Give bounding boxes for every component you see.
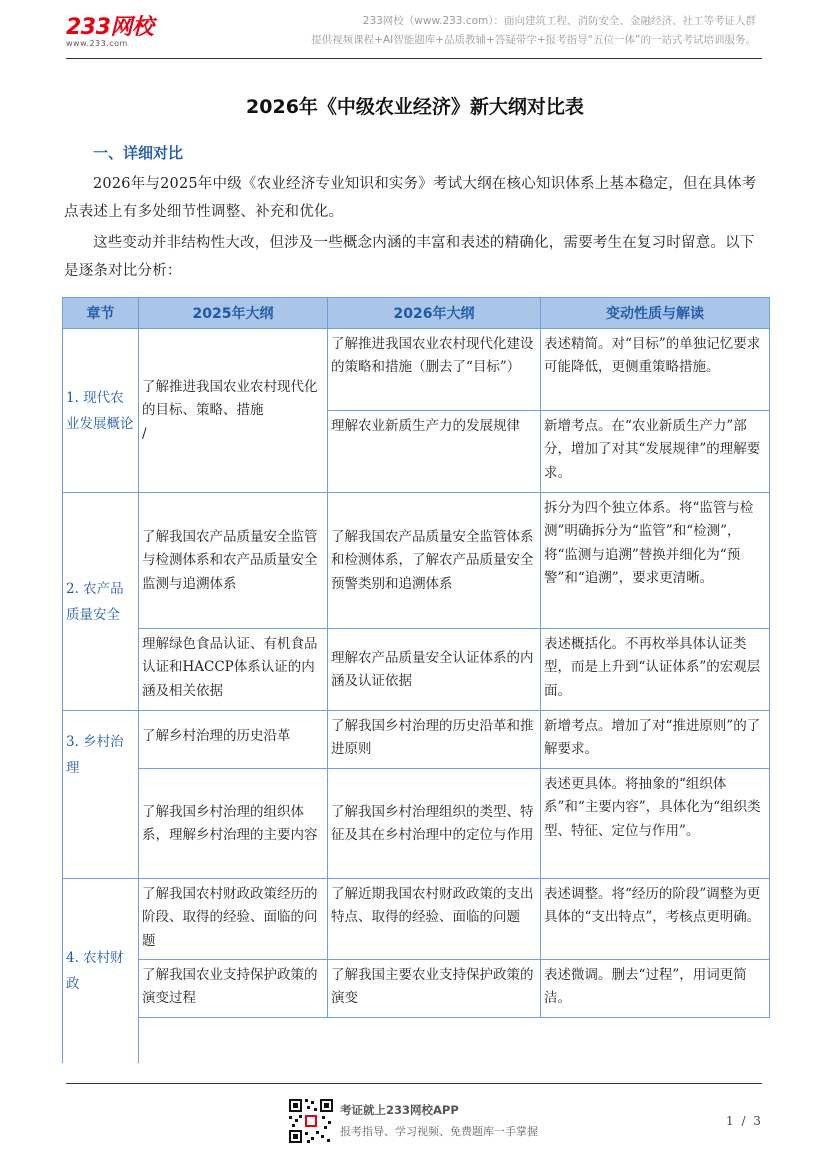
- section-heading: 一、详细对比: [93, 144, 184, 162]
- cell-change-note: 表述更具体。将抽象的“组织体系”和“主要内容”，具体化为“组织类型、特征、定位与作用”。: [541, 769, 770, 879]
- cell-2025: 了解我国农产品质量安全监管与检测体系和农产品质量安全监测与追溯体系: [139, 493, 328, 629]
- cell-change-note: 表述微调。删去“过程”，用词更简洁。: [541, 960, 770, 1018]
- cell-2026: 了解近期我国农村财政政策的支出特点、取得的经验、面临的问题: [328, 879, 541, 960]
- cell-2025: [139, 329, 328, 493]
- footer-app-title[interactable]: 考证就上233网校APP: [340, 1103, 459, 1117]
- cell-2025: 了解乡村治理的历史沿革: [139, 711, 328, 769]
- header-info: [311, 12, 756, 50]
- cell-2026: 了解推进我国农业农村现代化建设的策略和措施（删去了“目标”）: [328, 329, 541, 411]
- logo-url: www.233.com: [66, 39, 128, 48]
- footer-divider: [66, 1083, 762, 1084]
- cell-change-note: 新增考点。增加了对“推进原则”的了解要求。: [541, 711, 770, 769]
- cell-2025-text: /: [142, 425, 147, 442]
- cell-2025: 了解我国农村财政政策经历的阶段、取得的经验、面临的问题: [139, 879, 328, 960]
- page-header: [66, 8, 762, 60]
- qr-code-icon[interactable]: [287, 1097, 335, 1145]
- cell-change-note: 表述精简。对“目标”的单独记忆要求可能降低，更侧重策略措施。: [541, 329, 770, 411]
- intro-paragraph-2: 这些变动并非结构性大改，但涉及一些概念内涵的丰富和表述的精确化，需要考生在复习时留意。以下是逐条对比分析：: [64, 235, 755, 279]
- cell-2026: 了解我国农产品质量安全监管体系和检测体系，了解农产品质量安全预警类别和追溯体系: [328, 493, 541, 629]
- comparison-table: [62, 297, 770, 1063]
- chapter-cell: 2. 农产品质量安全: [63, 493, 139, 711]
- chapter-cell: 4. 农村财政: [63, 879, 139, 1063]
- table-row: [63, 960, 770, 1018]
- cell-change-note: 新增考点。在“农业新质生产力”部分，增加了对其“发展规律”的理解要求。: [541, 411, 770, 493]
- cell-2025: 了解我国乡村治理的组织体系，理解乡村治理的主要内容: [139, 769, 328, 879]
- document-title: 2026年《中级农业经济》新大纲对比表: [246, 96, 584, 118]
- cell-2025-text: 了解推进我国农业农村现代化的目标、策略、措施: [142, 378, 318, 419]
- cell-change-note: 表述概括化。不再枚举具体认证类型，而是上升到“认证体系”的宏观层面。: [541, 629, 770, 711]
- comparison-table-wrapper: [62, 297, 769, 1063]
- footer-app-tagline: 报考指导、学习视频、免费题库一手掌握: [340, 1125, 538, 1138]
- qr-code-graphic: [287, 1097, 335, 1145]
- chapter-cell: 3. 乡村治理: [63, 711, 139, 879]
- cell-2026: 了解我国乡村治理组织的类型、特征及其在乡村治理中的定位与作用: [328, 769, 541, 879]
- cell-2026: 了解我国乡村治理的历史沿革和推进原则: [328, 711, 541, 769]
- empty-cell: [328, 1018, 541, 1063]
- cell-2026: 了解我国主要农业支持保护政策的演变: [328, 960, 541, 1018]
- table-header-row: [63, 298, 770, 329]
- table-row: [63, 493, 770, 629]
- header-divider: [66, 58, 762, 59]
- cell-2025: 理解绿色食品认证、有机食品认证和HACCP体系认证的内涵及相关依据: [139, 629, 328, 711]
- table-row: [63, 629, 770, 711]
- header-info-line1: 233网校（www.233.com）：面向建筑工程、消防安全、金融经济、社工等考证人群: [362, 15, 756, 27]
- table-row: [63, 769, 770, 879]
- cell-change-note: 拆分为四个独立体系。将“监管与检测”明确拆分为“监管”和“检测”，将“监测与追溯”替换并细化为“预警”和“追溯”，要求更清晰。: [541, 493, 770, 629]
- empty-cell: [139, 1018, 328, 1063]
- chapter-cell: 1. 现代农业发展概论: [63, 329, 139, 493]
- brand-logo[interactable]: [66, 10, 153, 48]
- table-row: [63, 329, 770, 411]
- cell-2025: 了解我国农业支持保护政策的演变过程: [139, 960, 328, 1018]
- intro-paragraph-1: 2026年与2025年中级《农业经济专业知识和实务》考试大纲在核心知识体系上基本稳定，但在具体考点表述上有多处细节性调整、补充和优化。: [64, 176, 757, 220]
- header-chapter: 章节: [63, 298, 139, 329]
- table-row: [63, 879, 770, 960]
- cell-2026: 理解农产品质量安全认证体系的内涵及认证依据: [328, 629, 541, 711]
- header-2026: 2026年大纲: [328, 298, 541, 329]
- cell-2026: 理解农业新质生产力的发展规律: [328, 411, 541, 493]
- logo-text: 233网校: [66, 15, 154, 40]
- cell-change-note: 表述调整。将“经历的阶段”调整为更具体的“支出特点”，考核点更明确。: [541, 879, 770, 960]
- empty-cell: [541, 1018, 770, 1063]
- header-2025: 2025年大纲: [139, 298, 328, 329]
- table-row: [63, 711, 770, 769]
- table-row-continued: [63, 1018, 770, 1063]
- header-change: 变动性质与解读: [541, 298, 770, 329]
- page-number: 1 / 3: [726, 1114, 763, 1128]
- header-info-line2: 提供视频课程+AI智能题库+品质教辅+答疑带学+报考指导“五位一体”的一站式考试培训服务。: [311, 34, 756, 46]
